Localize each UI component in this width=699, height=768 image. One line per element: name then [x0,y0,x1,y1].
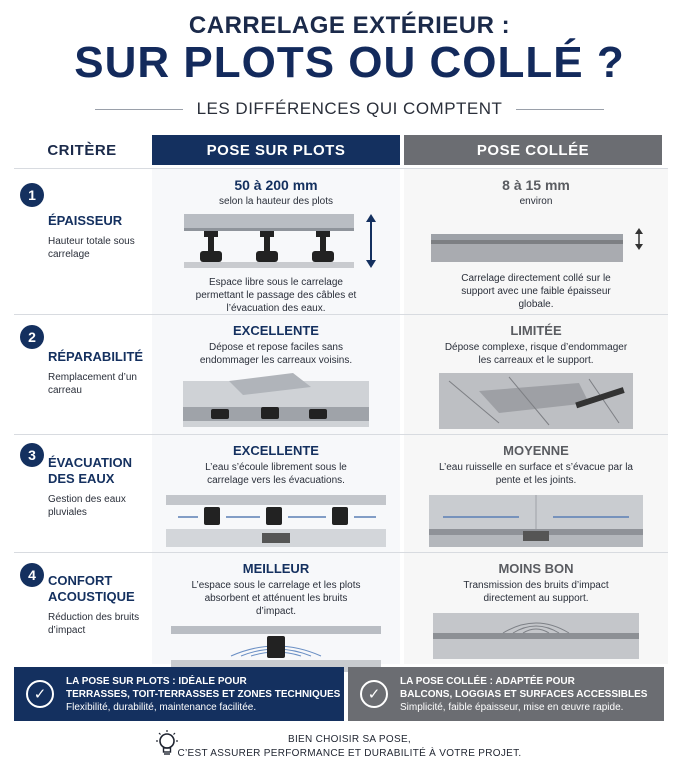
row-number: 4 [20,563,44,587]
criterion-name: ÉPAISSEUR [48,213,123,228]
row-acoustique [14,552,668,664]
colle-description: L’eau ruisselle en surface et s’évacue par la pente et les joints. [438,462,633,486]
footer-line-1: BIEN CHOISIR SA POSE, [288,734,411,745]
plots-summary-uses: TERRASSES, TOIT-TERRASSES ET ZONES TECHNIQUES [66,688,341,700]
colle-layer-illustration [421,224,651,270]
plots-description: L’espace sous le carrelage et les plots absorbent et atténuent les bruits d’impact. [191,580,361,617]
check-icon: ✓ [360,680,388,708]
criterion-description: Hauteur totale sous carrelage [48,236,135,260]
colle-value: MOINS BON [498,561,574,576]
colle-broken-tile-illustration [439,373,633,429]
plots-value: MEILLEUR [242,561,310,576]
plots-cell [152,553,400,664]
plots-cell [152,169,400,314]
footer [0,728,699,764]
subtitle-divider-right [516,109,604,110]
plots-description: Dépose et repose faciles sans endommager les carreaux voisins. [199,342,353,366]
criterion-name: ÉVACUATION DES EAUX [48,455,133,486]
colle-summary-text [400,675,647,714]
column-header-plots: POSE SUR PLOTS [152,135,400,165]
row-epaisseur [14,168,668,314]
colle-value: 8 à 15 mm [502,177,570,193]
plots-subvalue: selon la hauteur des plots [219,196,333,207]
criterion-cell [14,435,150,552]
colle-description: Transmission des bruits d’impact directement au support. [463,580,609,604]
colle-surface-runoff-illustration [429,495,643,547]
colle-summary-title: LA POSE COLLÉE : ADAPTÉE POUR [400,675,575,687]
row-number: 2 [20,325,44,349]
colle-summary-benefits: Simplicité, faible épaisseur, mise en œuvre rapide. [400,701,624,713]
criterion-description: Remplacement d’un carreau [48,372,137,396]
plots-description: Espace libre sous le carrelage permettant le passage des câbles et l’évacuation des eaux. [195,277,357,314]
plots-pedestal-illustration [166,214,386,270]
criterion-cell [14,553,150,664]
colle-value: MOYENNE [503,443,569,458]
plots-acoustic-illustration [171,626,381,672]
criterion-name: CONFORT ACOUSTIQUE [48,573,135,604]
plots-value: 50 à 200 mm [234,177,318,193]
criterion-description: Gestion des eaux pluviales [48,494,126,518]
criterion-cell [14,315,150,434]
plots-summary-title: LA POSE SUR PLOTS : IDÉALE POUR [66,675,247,687]
plots-cell [152,315,400,434]
colle-acoustic-illustration [433,613,639,659]
column-header-colle: POSE COLLÉE [404,135,662,165]
colle-summary-uses: BALCONS, LOGGIAS ET SURFACES ACCESSIBLES [400,688,648,700]
plots-description: L’eau s’écoule librement sous le carrelage vers les évacuations. [205,462,347,486]
subtitle: LES DIFFÉRENCES QUI COMPTENT [196,99,503,118]
colle-description: Carrelage directement collé sur le support avec une faible épaisseur globale. [461,273,611,310]
subtitle-row [0,98,699,120]
plots-summary-benefits: Flexibilité, durabilité, maintenance facilitée. [66,701,257,713]
column-header-criterion: CRITÈRE [47,141,117,159]
row-evacuation [14,434,668,552]
criterion-description: Réduction des bruits d’impact [48,612,140,636]
title-line-1: CARRELAGE EXTÉRIEUR : [188,12,511,39]
row-number: 3 [20,443,44,467]
plots-drainage-illustration [166,495,386,547]
plots-summary-banner [14,667,344,721]
title-line-2: SUR PLOTS OU COLLÉ ? [74,38,625,87]
colle-cell [404,315,668,434]
colle-description: Dépose complexe, risque d’endommager les carreaux et le support. [444,342,628,366]
row-number: 1 [20,183,44,207]
plots-lifted-tile-illustration [183,373,369,427]
colle-summary-banner [348,667,664,721]
colle-subvalue: environ [519,196,553,207]
colle-cell [404,553,668,664]
criterion-name: RÉPARABILITÉ [48,349,144,364]
colle-cell [404,169,668,314]
plots-value: EXCELLENTE [233,443,319,458]
plots-summary-text [66,675,340,714]
colle-cell [404,435,668,552]
plots-cell [152,435,400,552]
colle-value: LIMITÉE [510,323,562,338]
plots-value: EXCELLENTE [233,323,319,338]
check-icon: ✓ [26,680,54,708]
row-reparabilite [14,314,668,434]
footer-line-2: C’EST ASSURER PERFORMANCE ET DURABILITÉ À VOTRE PROJET. [177,748,522,759]
subtitle-divider-left [95,109,183,110]
criterion-cell [14,169,150,314]
